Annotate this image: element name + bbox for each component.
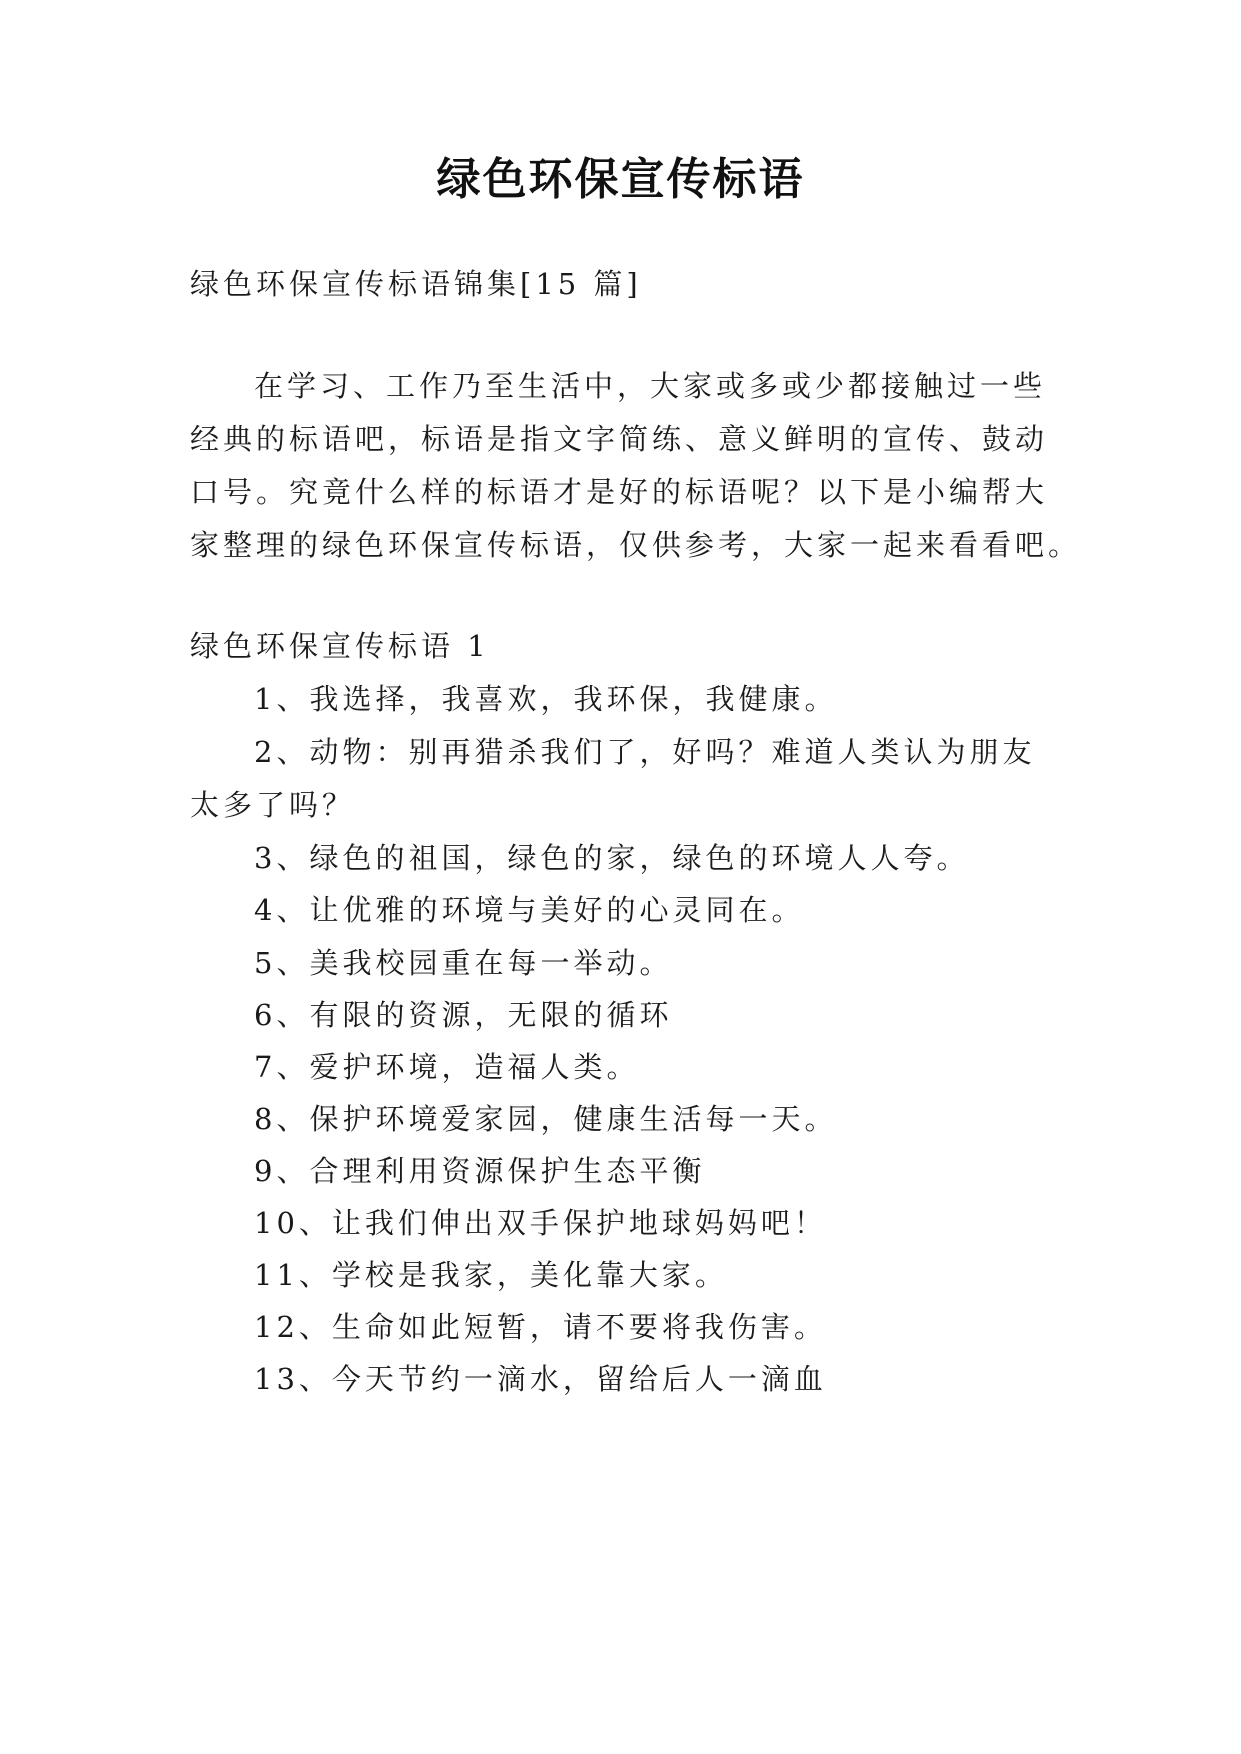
slogan-item: 10、让我们伸出双手保护地球妈妈吧！ <box>254 1206 827 1240</box>
section-heading: 绿色环保宣传标语 1 <box>190 629 490 663</box>
slogan-item: 9、合理利用资源保护生态平衡 <box>254 1154 706 1188</box>
intro-paragraph-line: 经典的标语吧，标语是指文字简练、意义鲜明的宣传、鼓动 <box>190 422 1049 456</box>
slogan-item-continuation: 太多了吗？ <box>190 788 356 822</box>
intro-paragraph-line: 家整理的绿色环保宣传标语，仅供参考，大家一起来看看吧。 <box>190 528 1082 562</box>
document-title: 绿色环保宣传标语 <box>436 154 805 205</box>
intro-paragraph-line: 口号。究竟什么样的标语才是好的标语呢？以下是小编帮大 <box>190 475 1049 509</box>
slogan-item: 7、爱护环境，造福人类。 <box>254 1050 640 1084</box>
slogan-item: 8、保护环境爱家园，健康生活每一天。 <box>254 1102 838 1136</box>
slogan-item: 5、美我校园重在每一举动。 <box>254 946 673 980</box>
slogan-item: 2、动物：别再猎杀我们了，好吗？难道人类认为朋友 <box>254 735 1036 769</box>
intro-paragraph-line: 在学习、工作乃至生活中，大家或多或少都接触过一些 <box>254 369 1047 403</box>
document-subtitle: 绿色环保宣传标语锦集[15 篇] <box>190 267 642 301</box>
slogan-item: 11、学校是我家，美化靠大家。 <box>254 1258 728 1292</box>
slogan-item: 6、有限的资源，无限的循环 <box>254 998 673 1032</box>
slogan-item: 13、今天节约一滴水，留给后人一滴血 <box>254 1362 827 1396</box>
slogan-item: 4、让优雅的环境与美好的心灵同在。 <box>254 893 805 927</box>
slogan-item: 12、生命如此短暂，请不要将我伤害。 <box>254 1310 827 1344</box>
slogan-item: 1、我选择，我喜欢，我环保，我健康。 <box>254 682 838 716</box>
slogan-item: 3、绿色的祖国，绿色的家，绿色的环境人人夸。 <box>254 841 970 875</box>
